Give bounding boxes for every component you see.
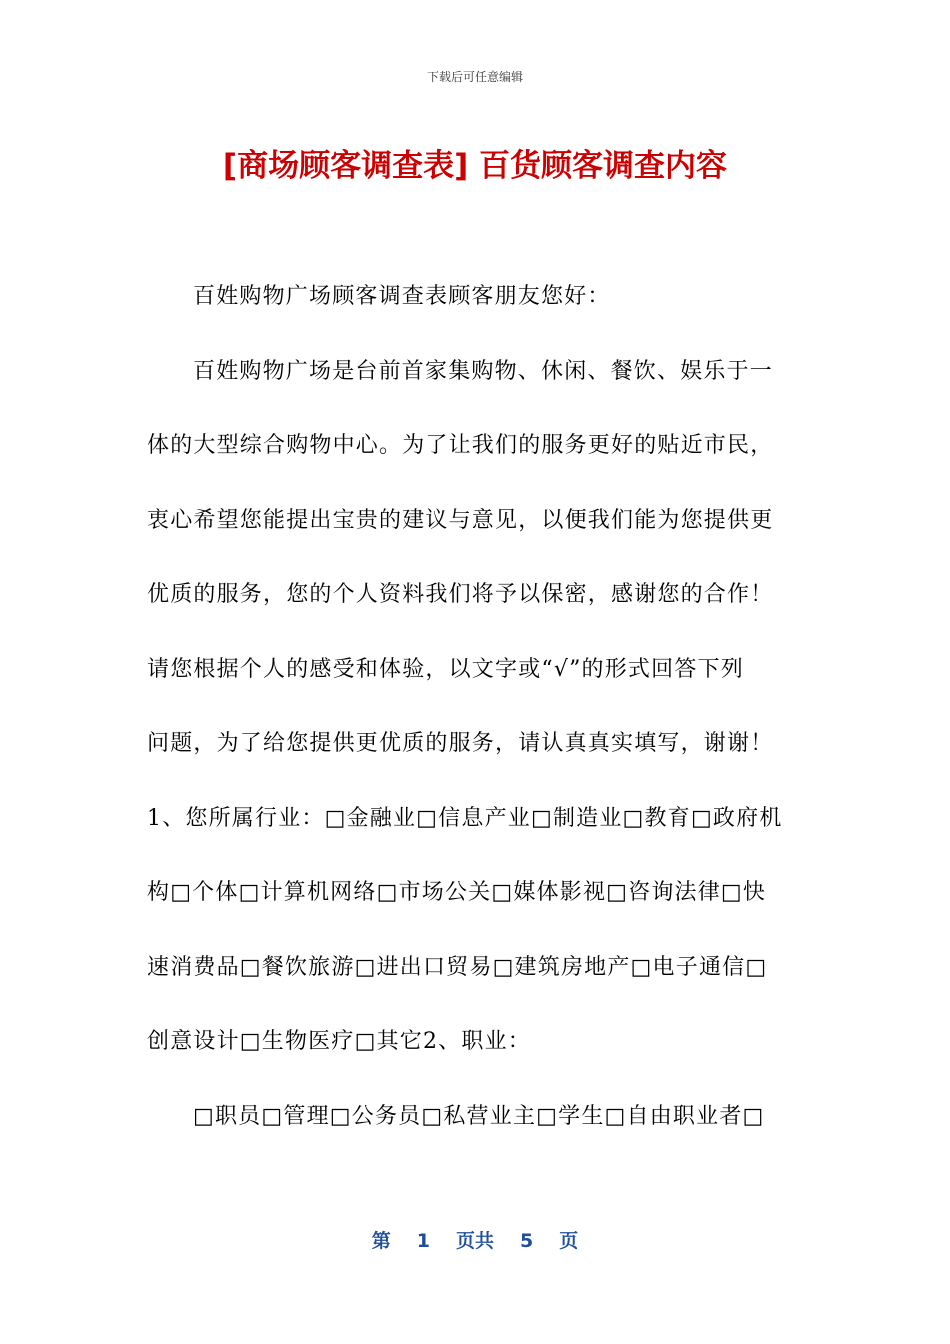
footer-total-pages: 5: [520, 1230, 534, 1252]
document-title: [商场顾客调查表] 百货顾客调查内容: [222, 148, 728, 184]
paragraph-line: 衷心希望您能提出宝贵的建议与意见，以便我们能为您提供更: [147, 507, 774, 533]
footer-page-number: 1: [416, 1230, 430, 1252]
paragraph-line: 问题，为了给您提供更优质的服务，请认真真实填写，谢谢！: [147, 731, 774, 756]
paragraph-line: 请您根据个人的感受和体验，以文字或“√”的形式回答下列: [147, 656, 744, 682]
paragraph-line: □职员□管理□公务员□私营业主□学生□自由职业者□: [193, 1103, 765, 1129]
paragraph-line: 体的大型综合购物中心。为了让我们的服务更好的贴近市民，: [147, 433, 774, 458]
footer-suffix: 页: [559, 1230, 579, 1252]
footer-middle: 页共: [455, 1230, 494, 1252]
paragraph-line: 优质的服务，您的个人资料我们将予以保密，感谢您的合作！: [147, 582, 774, 607]
paragraph-line: 构□个体□计算机网络□市场公关□媒体影视□咨询法律□快: [147, 880, 767, 905]
paragraph-line: 创意设计□生物医疗□其它2、职业：: [147, 1029, 531, 1054]
header-note: 下载后可任意编辑: [426, 70, 523, 84]
document-body: [147, 272, 807, 1166]
footer-prefix: 第: [371, 1230, 391, 1252]
page-footer: [0, 1226, 950, 1253]
paragraph-line: 百姓购物广场顾客调查表顾客朋友您好：: [193, 284, 611, 309]
paragraph-line: 1、您所属行业：□金融业□信息产业□制造业□教育□政府机: [147, 805, 783, 831]
paragraph-line: 速消费品□餐饮旅游□进出口贸易□建筑房地产□电子通信□: [147, 954, 768, 980]
paragraph-line: 百姓购物广场是台前首家集购物、休闲、餐饮、娱乐于一: [193, 358, 774, 384]
